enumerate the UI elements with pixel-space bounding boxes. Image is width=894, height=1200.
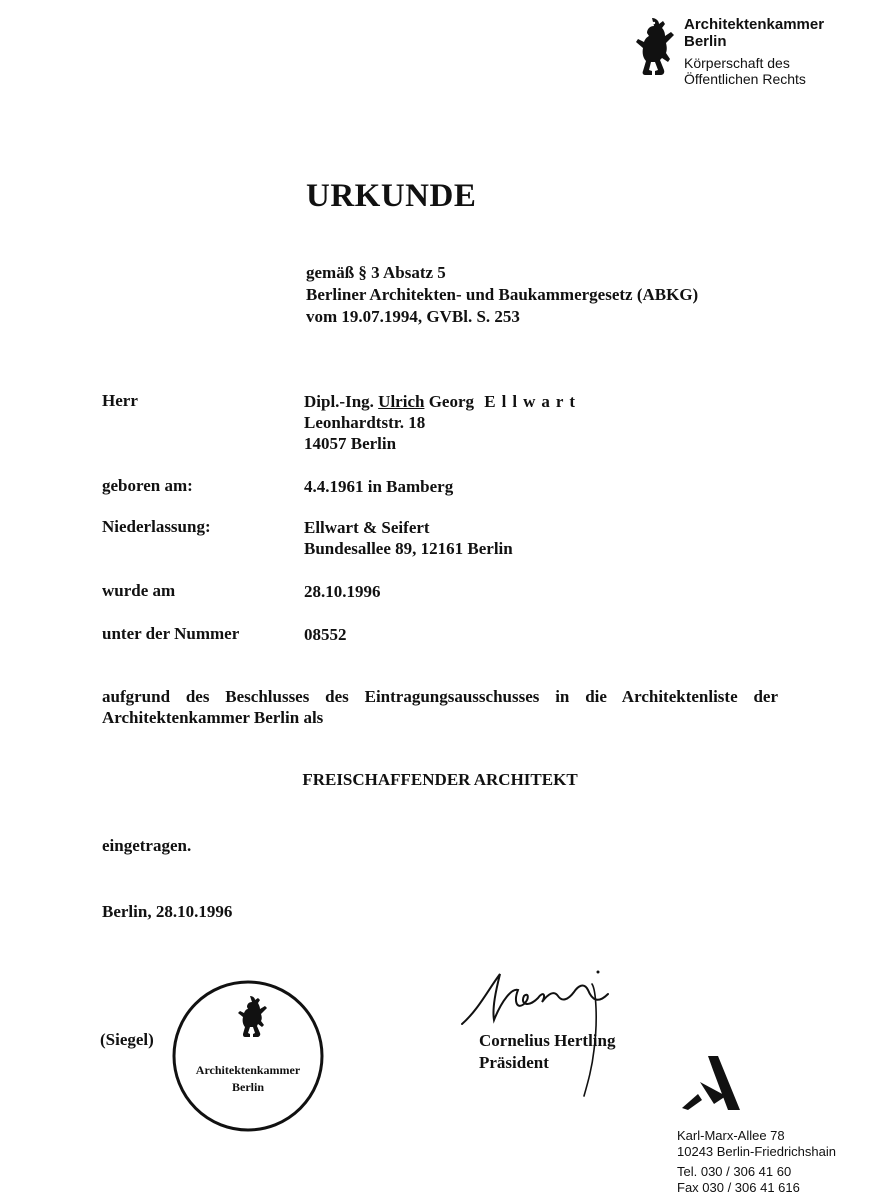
signer-name: Cornelius Hertling (479, 1031, 616, 1050)
chamber-a-logo-icon (678, 1054, 740, 1112)
birth-value: 4.4.1961 in Bamberg (304, 477, 454, 496)
place-date: Berlin, 28.10.1996 (102, 902, 233, 921)
first-name: Ulrich (378, 392, 425, 411)
legal-line3: vom 19.07.1994, GVBl. S. 253 (306, 307, 520, 326)
office-label: Niederlassung: (102, 517, 211, 536)
footer-city: 10243 Berlin-Friedrichshain (677, 1144, 836, 1159)
org-name (684, 16, 824, 50)
reason-line1: aufgrund des Beschlusses des Eintragungsausschusses in die Architektenliste der (102, 687, 778, 706)
person-street: Leonhardtstr. 18 (304, 413, 426, 432)
seal-bear-icon (238, 996, 267, 1037)
salutation-label: Herr (102, 391, 138, 410)
footer-fax: Fax 030 / 306 41 616 (677, 1180, 800, 1195)
registration-number: 08552 (304, 625, 347, 644)
legal-line2: Berliner Architekten- und Baukammergesetz (ABKG) (306, 285, 699, 304)
office-address: Bundesallee 89, 12161 Berlin (304, 539, 513, 558)
legal-line1: gemäß § 3 Absatz 5 (306, 263, 446, 282)
legal-basis (306, 262, 698, 328)
footer-phone: Tel. 030 / 306 41 60 (677, 1164, 792, 1179)
last-name: Ellwart (484, 392, 582, 411)
profession-title: FREISCHAFFENDER ARCHITEKT (302, 770, 578, 789)
person-name (304, 391, 581, 412)
academic-title: Dipl.-Ing. (304, 392, 374, 411)
signer-role: Präsident (479, 1053, 549, 1072)
org-subtitle (684, 55, 806, 87)
birth-label: geboren am: (102, 476, 193, 495)
seal-text (170, 1062, 326, 1096)
person-block (304, 391, 581, 454)
seal-label: (Siegel) (100, 1030, 154, 1049)
footer-street: Karl-Marx-Allee 78 (677, 1128, 785, 1143)
footer-address (677, 1128, 836, 1196)
middle-name: Georg (428, 392, 475, 411)
signer-block (479, 1030, 615, 1074)
seal-text-line1: Architektenkammer (195, 1063, 301, 1077)
registered-date: 28.10.1996 (304, 582, 381, 601)
number-label: unter der Nummer (102, 624, 240, 643)
registered-label: wurde am (102, 581, 176, 600)
office-block (304, 517, 513, 559)
seal-text-line2: Berlin (232, 1080, 264, 1094)
document-title: URKUNDE (306, 178, 477, 214)
office-name: Ellwart & Seifert (304, 518, 430, 537)
org-name-line1: Architektenkammer (684, 16, 825, 33)
org-name-line2: Berlin (684, 33, 727, 50)
entered-text: eingetragen. (102, 836, 192, 855)
berlin-bear-icon (630, 16, 674, 82)
seal-ring (170, 978, 326, 1134)
org-subtitle-line2: Öffentlichen Rechts (684, 71, 806, 87)
person-city: 14057 Berlin (304, 434, 397, 453)
official-seal (170, 978, 326, 1134)
org-subtitle-line1: Körperschaft des (684, 55, 790, 71)
reason-line2: Architektenkammer Berlin als (102, 708, 324, 727)
reason-text (102, 686, 778, 728)
